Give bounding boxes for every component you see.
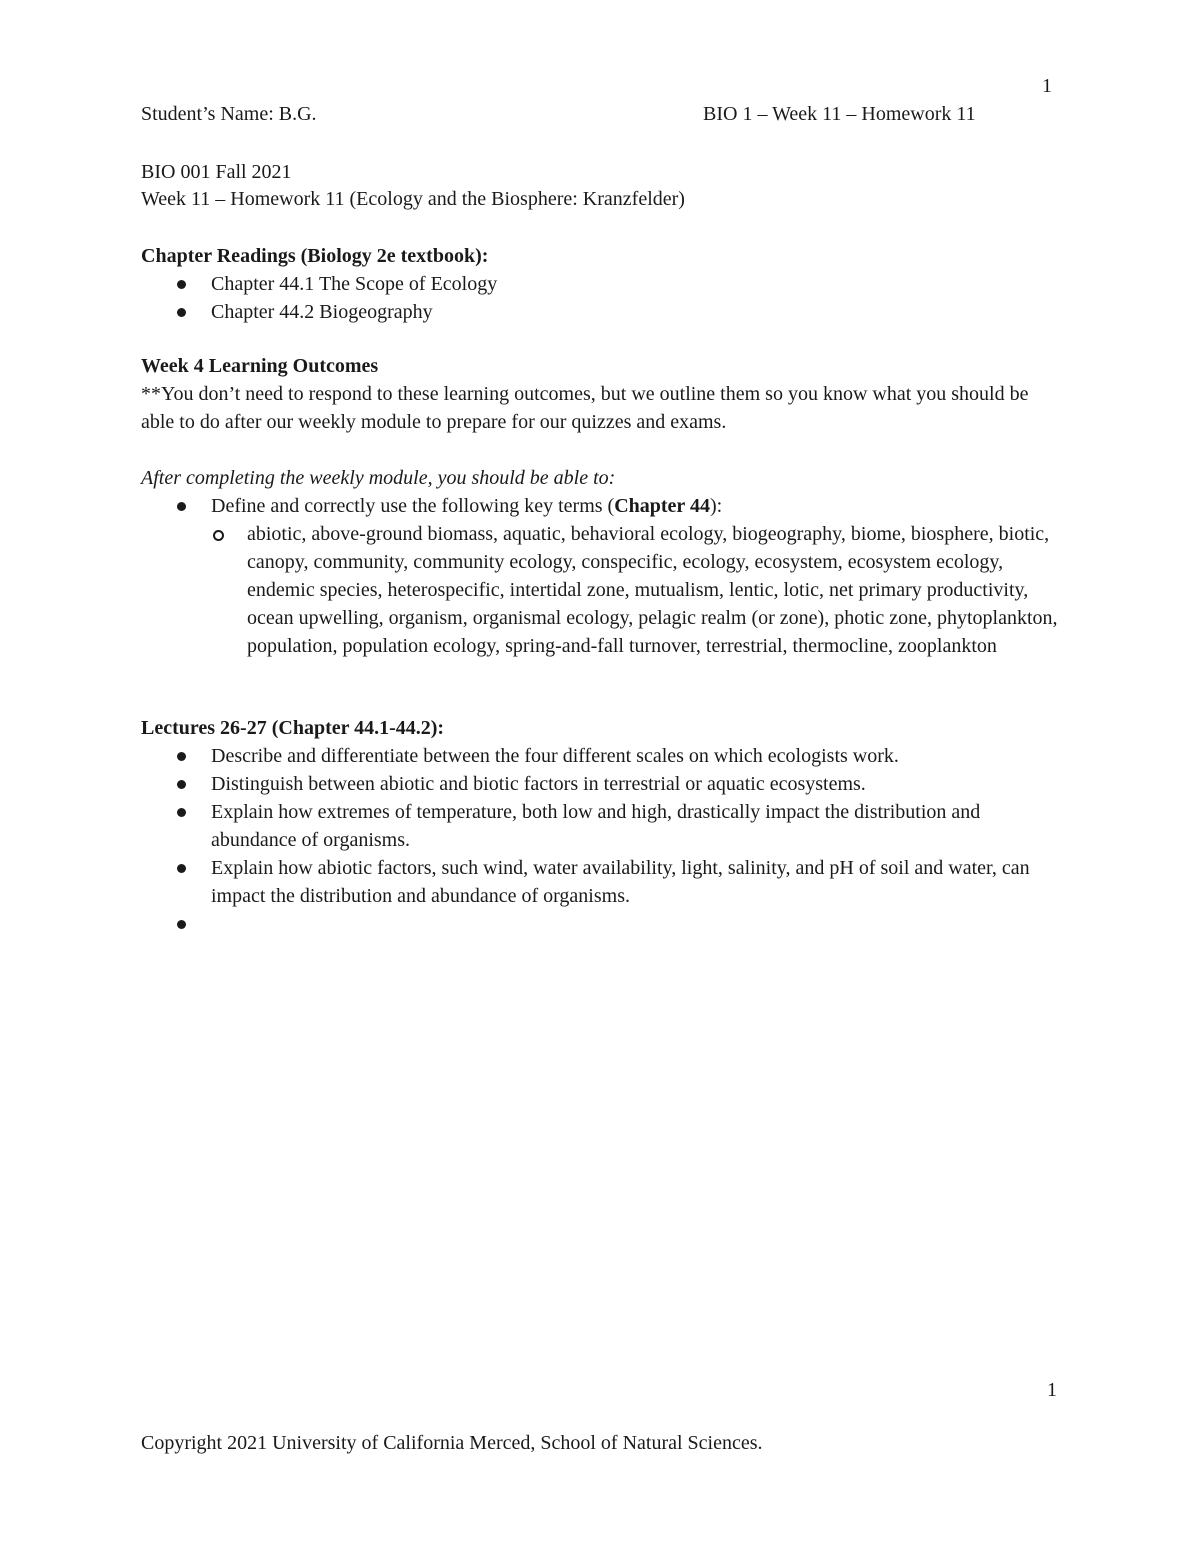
key-terms: abiotic, above-ground biomass, aquatic, behavioral ecology, biogeography, biome, biosphere, biotic, canopy, community, community ecology, conspecific, ecology, ecosystem, ecosystem ecology, endemic species, heterospecific, intertidal zone, mutualism, lentic, lotic, net primary productivity, ocean upwelling, organism, organismal ecology, pelagic realm (or zone), photic zone, phytoplankton, population, population ecology, spring-and-fall turnover, terrestrial, thermocline, zooplankton xyxy=(247,523,1058,657)
bullet-icon xyxy=(177,752,186,761)
bullet-icon xyxy=(177,502,186,511)
outcomes-heading: Week 4 Learning Outcomes xyxy=(141,355,379,377)
readings-list xyxy=(141,270,497,326)
reading-text: Chapter 44.2 Biogeography xyxy=(211,301,433,323)
lecture-outcome: Explain how extremes of temperature, both low and high, drastically impact the distribution and abundance of organisms. xyxy=(211,801,981,851)
list-item xyxy=(141,298,497,326)
list-item xyxy=(141,770,1061,798)
copyright-footer: Copyright 2021 University of California Merced, School of Natural Sciences. xyxy=(141,1432,763,1454)
page-number-top: 1 xyxy=(1042,75,1052,97)
outcomes-intro: After completing the weekly module, you should be able to: xyxy=(141,467,616,489)
bullet-icon xyxy=(177,920,186,929)
course-reference: BIO 1 – Week 11 – Homework 11 xyxy=(703,103,976,125)
bullet-icon xyxy=(177,808,186,817)
course-line: BIO 001 Fall 2021 xyxy=(141,161,292,183)
list-item xyxy=(141,798,1061,854)
list-item xyxy=(141,854,1061,910)
define-chapter: Chapter 44 xyxy=(614,495,710,517)
week-title: Week 11 – Homework 11 (Ecology and the Biosphere: Kranzfelder) xyxy=(141,188,685,210)
reading-text: Chapter 44.1 The Scope of Ecology xyxy=(211,273,498,295)
lecture-outcome: Describe and differentiate between the four different scales on which ecologists work. xyxy=(211,745,899,767)
circle-bullet-icon xyxy=(213,530,224,541)
list-item xyxy=(141,742,1061,770)
page-number-bottom: 1 xyxy=(1047,1379,1057,1401)
list-item xyxy=(141,910,1061,938)
list-item xyxy=(141,492,722,520)
lecture-outcome: Explain how abiotic factors, such wind, water availability, light, salinity, and pH of soil and water, can impact the distribution and abundance of organisms. xyxy=(211,857,1030,907)
lectures-heading: Lectures 26-27 (Chapter 44.1-44.2): xyxy=(141,717,445,739)
list-item xyxy=(141,520,1061,660)
outcomes-list xyxy=(141,492,722,520)
list-item xyxy=(141,270,497,298)
terms-list xyxy=(141,520,1061,660)
student-name: Student’s Name: B.G. xyxy=(141,103,317,125)
readings-heading: Chapter Readings (Biology 2e textbook): xyxy=(141,245,489,267)
lecture-outcome: Distinguish between abiotic and biotic factors in terrestrial or aquatic ecosystems. xyxy=(211,773,866,795)
define-prefix: Define and correctly use the following key terms ( xyxy=(211,495,615,517)
bullet-icon xyxy=(177,864,186,873)
bullet-icon xyxy=(177,308,186,317)
bullet-icon xyxy=(177,280,186,289)
define-suffix: ): xyxy=(709,495,723,517)
lectures-list xyxy=(141,742,1061,938)
bullet-icon xyxy=(177,780,186,789)
outcomes-note: **You don’t need to respond to these learning outcomes, but we outline them so you know what you should be able to do after our weekly module to prepare for our quizzes and exams. xyxy=(141,383,1029,433)
